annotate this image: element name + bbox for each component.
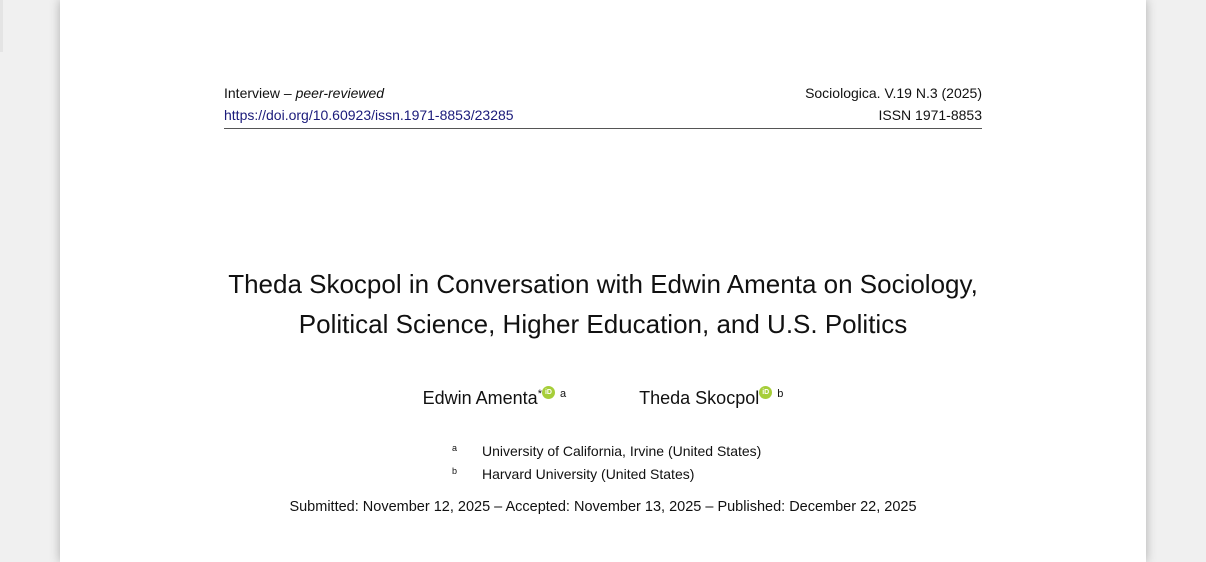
- affiliation-item: [452, 438, 761, 461]
- header-row-top: [224, 82, 982, 104]
- author-name: Edwin Amenta: [422, 388, 538, 408]
- affiliation-mark: a: [560, 388, 567, 400]
- author-list: [60, 386, 1146, 409]
- issn-label: ISSN 1971-8853: [878, 107, 982, 123]
- author-skocpol: [639, 386, 783, 409]
- article-type: [224, 82, 384, 104]
- article-title: [160, 264, 1046, 344]
- affiliation-text: University of California, Irvine (United States): [482, 443, 762, 459]
- affiliation-mark: a: [452, 443, 458, 453]
- doi-link[interactable]: https://doi.org/10.60923/issn.1971-8853/23285: [224, 107, 514, 123]
- title-line-1: Theda Skocpol in Conversation with Edwin Amenta on Sociology,: [228, 269, 978, 299]
- orcid-icon[interactable]: iD: [542, 386, 555, 399]
- author-amenta: [423, 386, 567, 409]
- affiliation-text: Harvard University (United States): [482, 466, 695, 482]
- journal-info: Sociologica. V.19 N.3 (2025): [805, 85, 982, 101]
- title-line-2: Political Science, Higher Education, and U.S. Politics: [298, 309, 908, 339]
- article-type-label: Interview –: [224, 85, 292, 101]
- running-header: [224, 82, 982, 129]
- publication-dates: Submitted: November 12, 2025 – Accepted: November 13, 2025 – Published: December 22, 2025: [289, 499, 917, 515]
- corresponding-mark: *: [537, 388, 542, 400]
- author-name: Theda Skocpol: [639, 388, 760, 408]
- affiliation-list: [452, 438, 761, 484]
- review-status: peer-reviewed: [295, 85, 385, 101]
- document-page: [60, 0, 1146, 562]
- orcid-icon[interactable]: iD: [759, 386, 772, 399]
- header-row-bottom: [224, 104, 982, 126]
- sidebar-edge: [0, 0, 3, 52]
- affiliation-mark: b: [452, 466, 458, 476]
- affiliation-mark: b: [777, 388, 784, 400]
- affiliation-item: [452, 461, 761, 484]
